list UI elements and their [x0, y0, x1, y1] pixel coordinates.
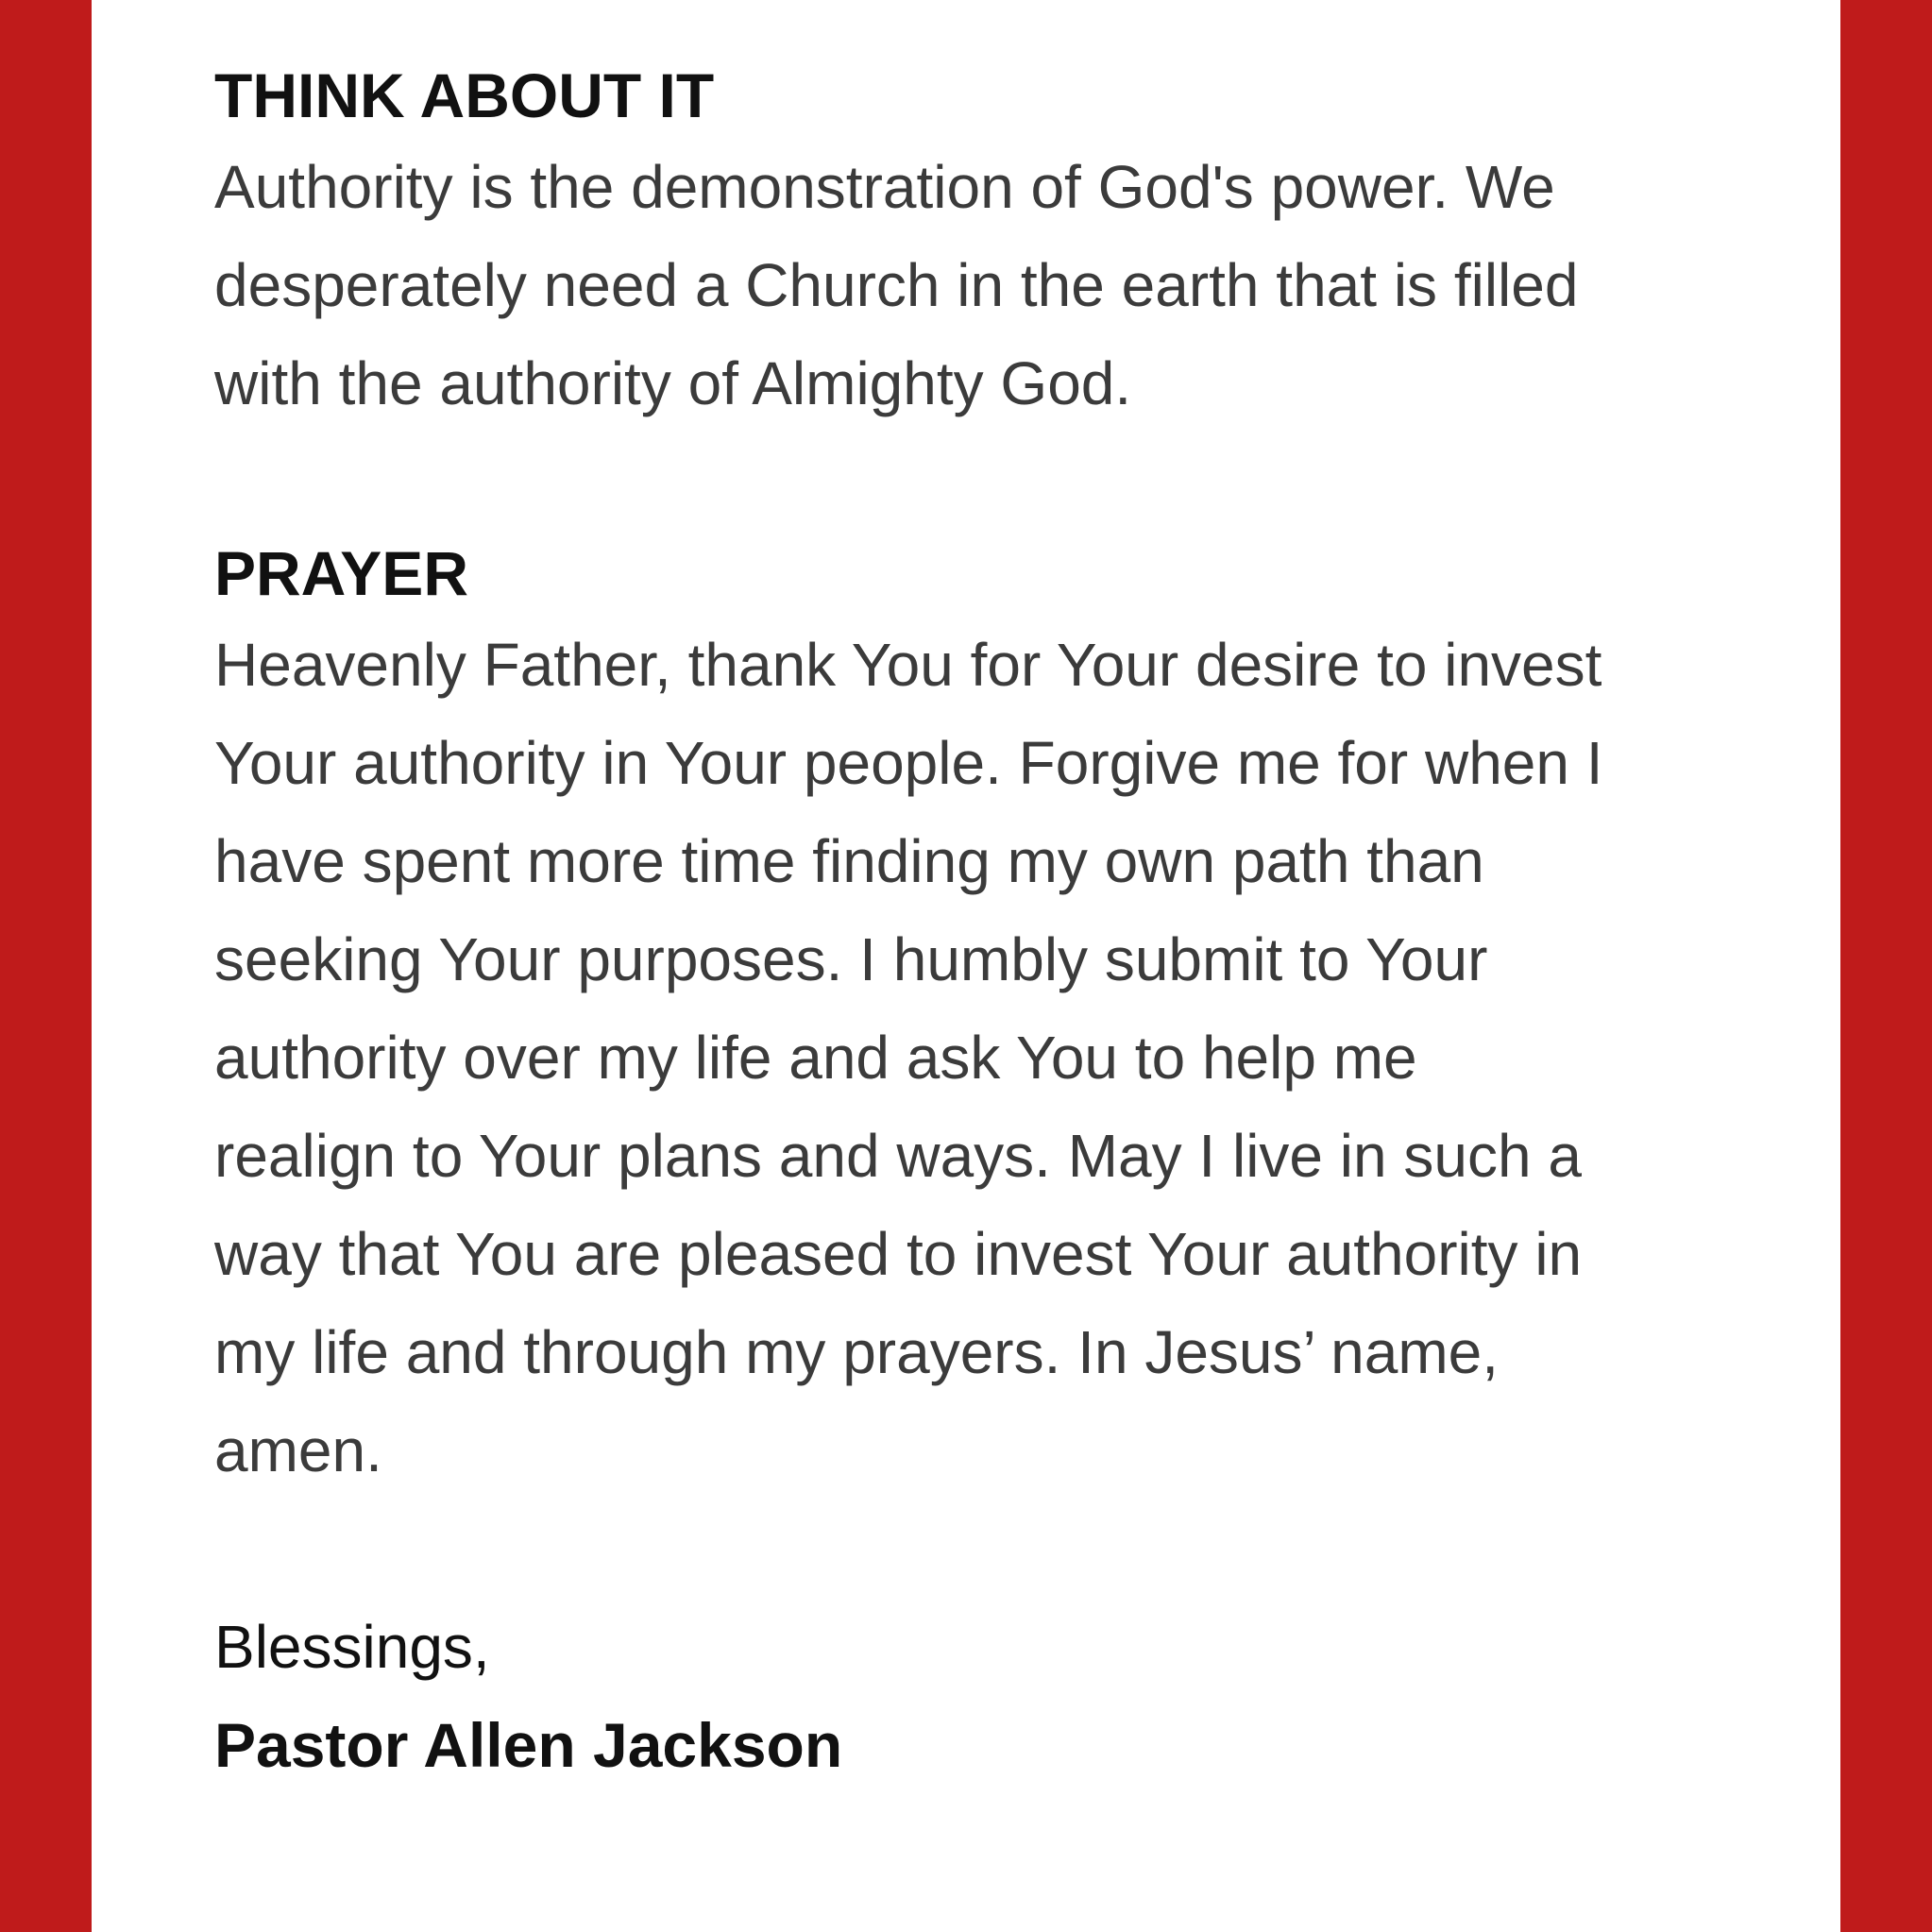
text-line: way that You are pleased to invest Your authority in: [214, 1220, 1583, 1288]
signature: Pastor Allen Jackson: [214, 1710, 843, 1780]
text-line: Your authority in Your people. Forgive me for when I: [214, 729, 1603, 797]
text-line: Authority is the demonstration of God's power. We: [214, 153, 1555, 221]
prayer-heading: PRAYER: [214, 538, 468, 608]
text-line: seeking Your purposes. I humbly submit to Your: [214, 925, 1488, 993]
prayer-section: [214, 531, 1840, 1500]
think-about-it-section: [214, 53, 1840, 432]
text-line: with the authority of Almighty God.: [214, 349, 1132, 417]
section-spacer: [214, 432, 1840, 531]
text-line: Heavenly Father, thank You for Your desire to invest: [214, 631, 1602, 699]
section-spacer: [214, 1500, 1840, 1598]
devotional-page: [92, 0, 1840, 1932]
text-line: have spent more time finding my own path than: [214, 827, 1484, 895]
text-line: authority over my life and ask You to help me: [214, 1024, 1417, 1092]
salutation: Blessings,: [214, 1613, 490, 1681]
text-line: my life and through my prayers. In Jesus’ name,: [214, 1318, 1499, 1386]
prayer-text: [214, 616, 1820, 1500]
text-line: desperately need a Church in the earth that is filled: [214, 251, 1579, 319]
closing-section: [214, 1598, 1840, 1794]
text-line: amen.: [214, 1416, 382, 1484]
text-line: realign to Your plans and ways. May I live in such a: [214, 1122, 1582, 1190]
think-about-it-heading: THINK ABOUT IT: [214, 60, 715, 130]
think-about-it-text: [214, 138, 1820, 432]
